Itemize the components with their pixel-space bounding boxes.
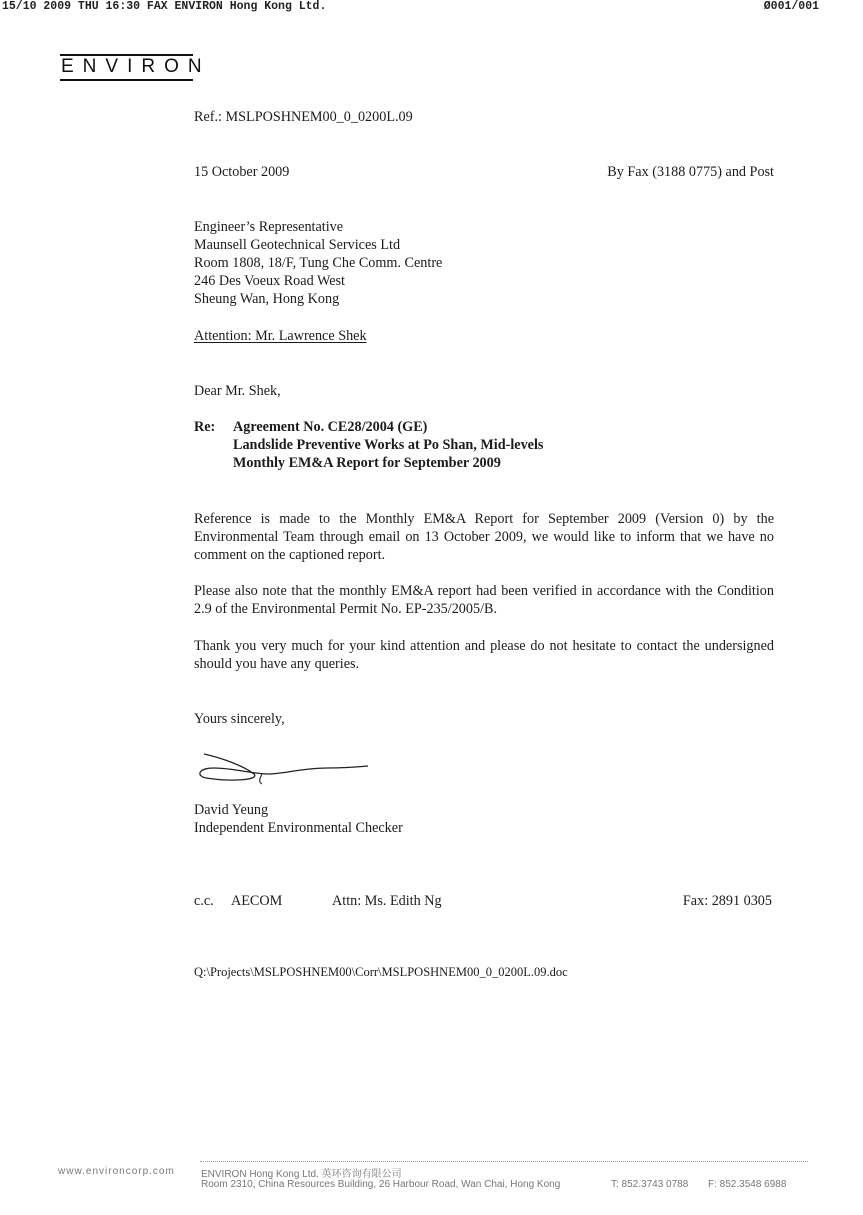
address-line: Maunsell Geotechnical Services Ltd — [194, 237, 401, 253]
footer-website: www.environcorp.com — [58, 1166, 175, 1177]
salutation: Dear Mr. Shek, — [194, 383, 281, 399]
fax-header-info: 15/10 2009 THU 16:30 FAX ENVIRON Hong Kong Ltd. — [2, 0, 327, 13]
cc-label: c.c. — [194, 893, 214, 909]
footer-address: Room 2310, China Resources Building, 26 Harbour Road, Wan Chai, Hong Kong — [201, 1179, 561, 1190]
body-paragraph-3: Thank you very much for your kind attention and please do not hesitate to contact the undersigned should you have any queries. — [194, 638, 774, 673]
recipient-address — [194, 218, 442, 308]
cc-fax: Fax: 2891 0305 — [682, 893, 772, 909]
delivery-method: By Fax (3188 0775) and Post — [607, 164, 774, 180]
subject-line: Landslide Preventive Works at Po Shan, Mid-levels — [233, 437, 544, 453]
address-line: 246 Des Voeux Road West — [194, 273, 345, 289]
re-label: Re: — [194, 419, 216, 435]
footer-divider — [200, 1161, 808, 1162]
document-file-path: Q:\Projects\MSLPOSHNEM00\Corr\MSLPOSHNEM00_0_0200L.09.doc — [194, 965, 568, 979]
cc-attention: Attn: Ms. Edith Ng — [332, 893, 442, 909]
subject-line: Agreement No. CE28/2004 (GE) — [233, 419, 428, 435]
footer-fax: F: 852.3548 6988 — [708, 1179, 787, 1190]
handwritten-signature — [192, 748, 377, 790]
environ-logo: ENVIRON — [61, 56, 211, 77]
subject-line: Monthly EM&A Report for September 2009 — [233, 455, 501, 471]
fax-page-count: Ø001/001 — [763, 0, 819, 13]
footer-company: ENVIRON Hong Kong Ltd. 英环咨询有限公司 — [201, 1169, 402, 1180]
body-paragraph-2: Please also note that the monthly EM&A report had been verified in accordance with the Condition 2.9 of the Environmental Permit No. EP-235/2005/B. — [194, 583, 774, 618]
signatory-name: David Yeung — [194, 802, 269, 818]
letter-reference: Ref.: MSLPOSHNEM00_0_0200L.09 — [194, 109, 413, 125]
signatory-title: Independent Environmental Checker — [194, 820, 403, 836]
cc-company: AECOM — [231, 893, 283, 909]
address-line: Engineer’s Representative — [194, 219, 344, 235]
subject-block — [233, 418, 543, 472]
letter-date: 15 October 2009 — [194, 164, 290, 180]
footer-telephone: T: 852.3743 0788 — [611, 1179, 689, 1190]
logo-bottom-rule — [60, 79, 193, 81]
body-paragraph-1: Reference is made to the Monthly EM&A Report for September 2009 (Version 0) by the Environmental Team through email on 13 October 2009, we would like to inform that we have no comment on the captioned report. — [194, 511, 774, 564]
attention-line: Attention: Mr. Lawrence Shek — [194, 328, 367, 344]
closing: Yours sincerely, — [194, 711, 285, 727]
address-line: Sheung Wan, Hong Kong — [194, 291, 340, 307]
address-line: Room 1808, 18/F, Tung Che Comm. Centre — [194, 255, 443, 271]
